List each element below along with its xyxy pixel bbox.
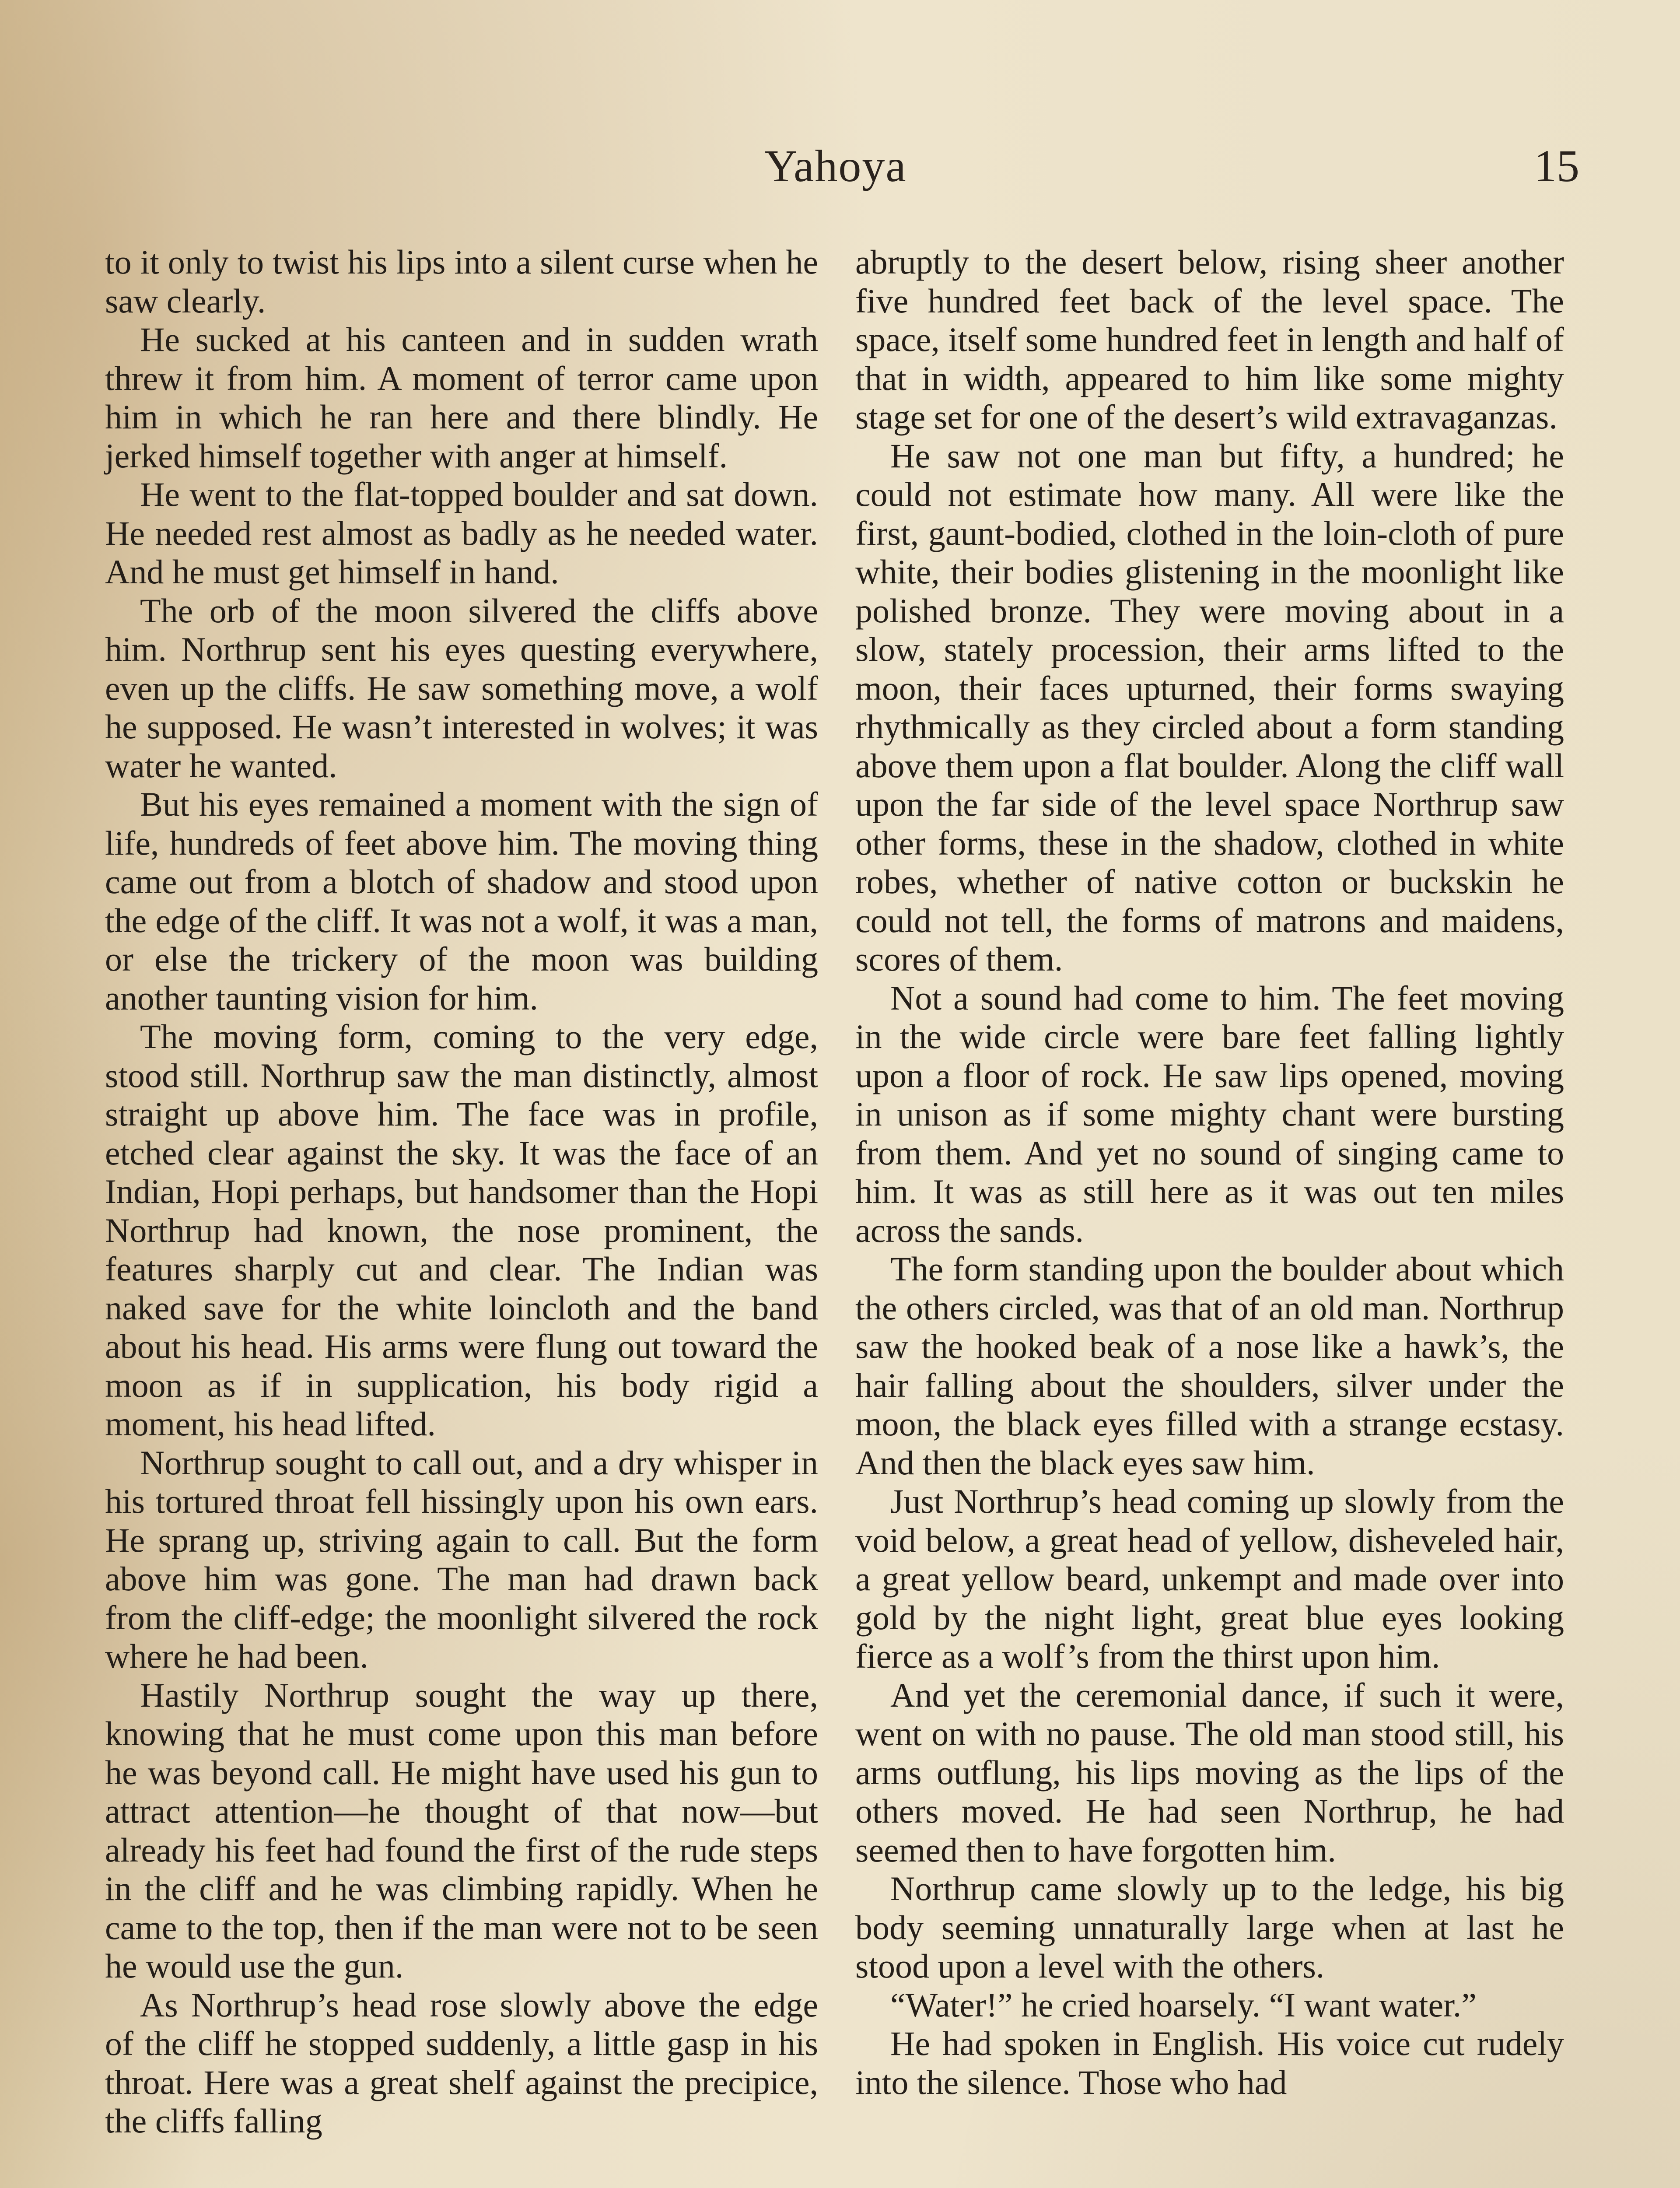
paragraph: He went to the flat-topped boulder and sat down. He needed rest almost as badly as he needed water. And he must get himself in hand. — [105, 475, 818, 591]
page-number: 15 — [1534, 141, 1579, 191]
paragraph: abruptly to the desert below, rising sheer another five hundred feet back of the level space. The space, itself some hundred feet in length and half of that in width, appeared to him like some mighty stage set for one of the desert’s wild extravaganzas. — [855, 243, 1564, 436]
paragraph: “Water!” he cried hoarsely. “I want water.” — [890, 1985, 1477, 2024]
paragraph: Northrup sought to call out, and a dry whisper in his tortured throat fell hissingly upon his own ears. He sprang up, striving again to call. But the form above him was gone. The man had drawn back from the cliff-edge; the moonlight silvered the rock where he had been. — [105, 1443, 818, 1675]
paragraph: The moving form, coming to the very edge, stood still. Northrup saw the man distinctly, almost straight up above him. The face was in profile, etched clear against the sky. It was the face of an Indian, Hopi perhaps, but handsomer than the Hopi Northrup had known, the nose prominent, the features sharply cut and clear. The Indian was naked save for the white loincloth and the band about his head. His arms were flung out toward the moon as if in supplication, his body rigid a moment, his head lifted. — [105, 1017, 818, 1443]
running-title: Yahoya — [764, 141, 907, 191]
running-head — [0, 140, 1680, 201]
paragraph: to it only to twist his lips into a silent curse when he saw clearly. — [105, 243, 818, 320]
paragraph: Northrup came slowly up to the ledge, his big body seeming unnaturally large when at last he stood upon a level with the others. — [855, 1869, 1564, 1985]
paragraph: Not a sound had come to him. The feet moving in the wide circle were bare feet falling lightly upon a floor of rock. He saw lips opened, moving in unison as if some mighty chant were bursting from them. And yet no sound of singing came to him. It was as still here as it was out ten miles across the sands. — [855, 978, 1564, 1249]
paragraph: The form standing upon the boulder about which the others circled, was that of an old man. Northrup saw the hooked beak of a nose like a hawk’s, the hair falling about the shoulders, silver under the moon, the black eyes filled with a strange ecstasy. And then the black eyes saw him. — [855, 1250, 1564, 1482]
paragraph: Just Northrup’s head coming up slowly from the void below, a great head of yellow, disheveled hair, a great yellow beard, unkempt and made over into gold by the night light, great blue eyes looking fierce as a wolf’s from the thirst upon him. — [855, 1482, 1564, 1675]
paragraph: And yet the ceremonial dance, if such it were, went on with no pause. The old man stood still, his arms outflung, his lips moving as the lips of the others moved. He had seen Northrup, he had seemed then to have forgotten him. — [855, 1676, 1564, 1869]
paragraph: As Northrup’s head rose slowly above the edge of the cliff he stopped suddenly, a little gasp in his throat. Here was a great shelf against the precipice, the cliffs falling — [105, 1985, 818, 2140]
paragraph: He saw not one man but fifty, a hundred; he could not estimate how many. All were like the first, gaunt-bodied, clothed in the loin-cloth of pure white, their bodies glistening in the moonlight like polished bronze. They were moving about in a slow, stately procession, their arms lifted to the moon, their faces upturned, their forms swaying rhythmically as they circled about a form standing above them upon a flat boulder. Along the cliff wall upon the far side of the level space Northrup saw other forms, these in the shadow, clothed in white robes, whether of native cotton or buckskin he could not tell, the forms of matrons and maidens, scores of them. — [855, 436, 1564, 978]
paragraph: The orb of the moon silvered the cliffs above him. Northrup sent his eyes questing everywhere, even up the cliffs. He saw something move, a wolf he supposed. He wasn’t interested in wolves; it was water he wanted. — [105, 591, 818, 785]
right-column — [855, 243, 1564, 2102]
paragraph: He had spoken in English. His voice cut rudely into the silence. Those who had — [855, 2024, 1564, 2101]
paragraph: Hastily Northrup sought the way up there, knowing that he must come upon this man before he was beyond call. He might have used his gun to attract attention—he thought of that now—but already his feet had found the first of the rude steps in the cliff and he was climbing rapidly. When he came to the top, then if the man were not to be seen he would use the gun. — [105, 1676, 818, 1985]
left-column — [105, 243, 818, 2141]
paragraph: But his eyes remained a moment with the sign of life, hundreds of feet above him. The moving thing came out from a blotch of shadow and stood upon the edge of the cliff. It was not a wolf, it was a man, or else the trickery of the moon was building another taunting vision for him. — [105, 785, 818, 1017]
paragraph: He sucked at his canteen and in sudden wrath threw it from him. A moment of terror came upon him in which he ran here and there blindly. He jerked himself together with anger at himself. — [105, 320, 818, 475]
